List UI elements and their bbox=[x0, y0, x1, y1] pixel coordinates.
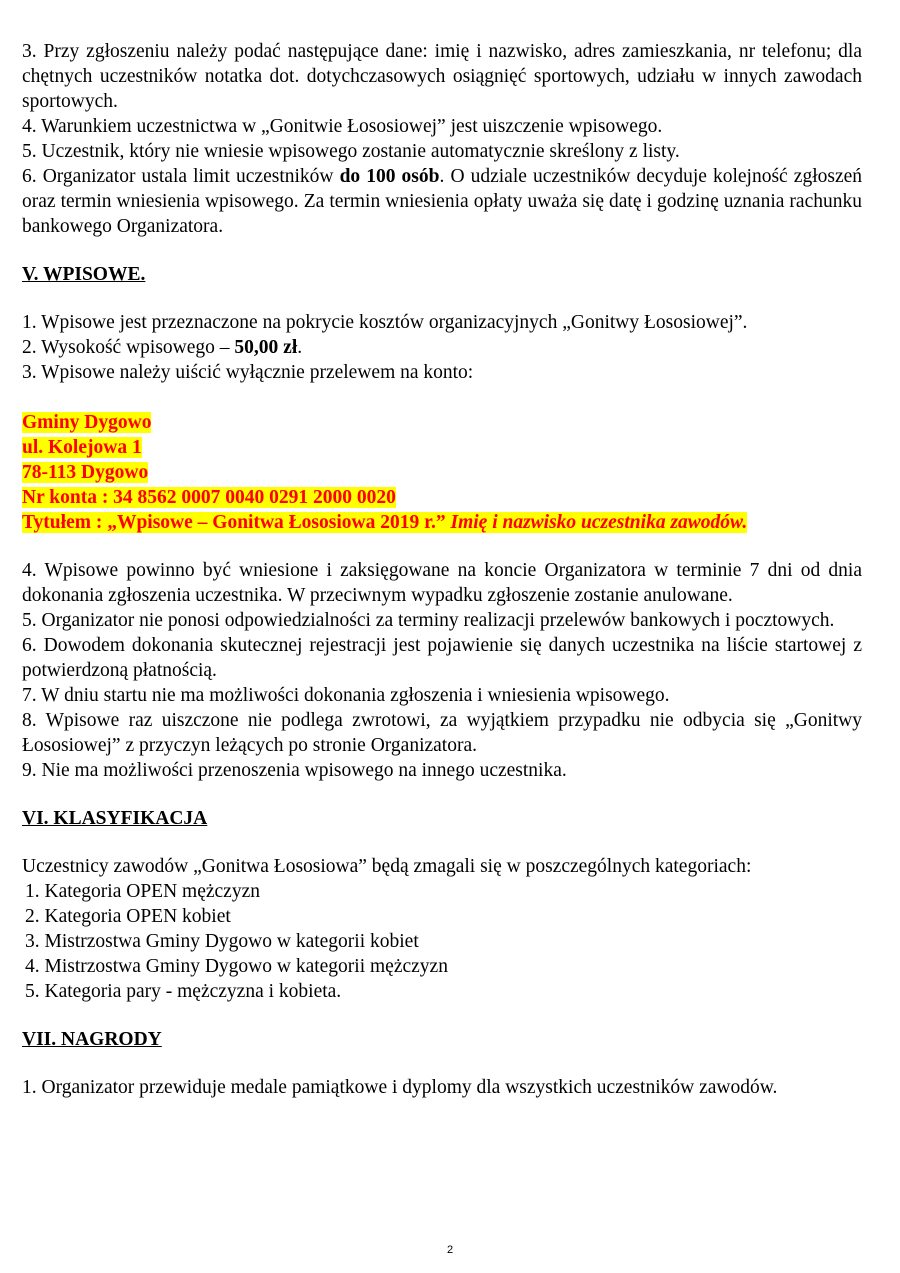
bank-postcode-city: 78-113 Dygowo bbox=[22, 462, 149, 483]
rule-4-6-text-a: 6. Organizator ustala limit uczestników bbox=[22, 166, 340, 187]
rule-5-2-text-a: 2. Wysokość wpisowego – bbox=[22, 337, 235, 358]
rule-4-5: 5. Uczestnik, który nie wniesie wpisowego zostanie automatycznie skreślony z listy. bbox=[22, 141, 680, 162]
rule-5-2-text-b: . bbox=[297, 337, 303, 358]
bank-details bbox=[22, 410, 862, 535]
rule-4-6-text-b: . O udziale uczestników decyduje kolejność zgłoszeń oraz termin wniesienia wpisowego. Za termin wniesienia opłaty uważa się datę i godzinę uznania rachunku bankowego Organizatora. bbox=[22, 166, 863, 237]
page-number: 2 bbox=[446, 1244, 454, 1256]
rule-4-3: 3. Przy zgłoszeniu należy podać następujące dane: imię i nazwisko, adres zamieszkania, nr telefonu; dla chętnych uczestników notatka dot. dotychczasowych osiągnięć sportowych, udziału w innych zawodach sportowych. bbox=[22, 41, 862, 112]
rule-5-4: 4. Wpisowe powinno być wniesione i zaksięgowane na koncie Organizatora w terminie 7 dni od dnia dokonania zgłoszenia uczestnika. W przeciwnym wypadku zgłoszenie zostanie anulowane. bbox=[22, 560, 862, 606]
rule-4-6 bbox=[22, 164, 862, 239]
entry-fee-amount: 50,00 zł bbox=[234, 337, 298, 358]
transfer-title-name: Imię i nazwisko uczestnika zawodów. bbox=[450, 512, 748, 533]
bank-account-number: Nr konta : 34 8562 0007 0040 0291 2000 0020 bbox=[22, 487, 396, 508]
rule-5-2 bbox=[22, 335, 862, 360]
rule-5-7: 7. W dniu startu nie ma możliwości dokonania zgłoszenia i wniesienia wpisowego. bbox=[22, 685, 670, 706]
list-item: 3. Mistrzostwa Gminy Dygowo w kategorii kobiet bbox=[25, 931, 419, 952]
classification-intro: Uczestnicy zawodów „Gonitwa Łososiowa” będą zmagali się w poszczególnych kategoriach: bbox=[22, 856, 752, 877]
participant-limit: do 100 osób bbox=[339, 166, 440, 187]
list-item: 1. Kategoria OPEN mężczyzn bbox=[25, 881, 260, 902]
bank-recipient: Gminy Dygowo bbox=[22, 412, 152, 433]
rule-4-4: 4. Warunkiem uczestnictwa w „Gonitwie Łososiowej” jest uiszczenie wpisowego. bbox=[22, 116, 663, 137]
rule-5-5: 5. Organizator nie ponosi odpowiedzialności za terminy realizacji przelewów bankowych i pocztowych. bbox=[22, 610, 835, 631]
rule-5-6: 6. Dowodem dokonania skutecznej rejestracji jest pojawienie się danych uczestnika na liście startowej z potwierdzoną płatnością. bbox=[22, 635, 862, 681]
list-item: 2. Kategoria OPEN kobiet bbox=[25, 906, 231, 927]
rule-5-3: 3. Wpisowe należy uiścić wyłącznie przelewem na konto: bbox=[22, 362, 474, 383]
bank-street: ul. Kolejowa 1 bbox=[22, 437, 142, 458]
rule-5-8: 8. Wpisowe raz uiszczone nie podlega zwrotowi, za wyjątkiem przypadku nie odbycia się „Gonitwy Łososiowej” z przyczyn leżących po stronie Organizatora. bbox=[22, 710, 862, 756]
page-content bbox=[22, 39, 862, 1100]
section-v-heading: V. WPISOWE. bbox=[22, 264, 146, 285]
transfer-title bbox=[22, 512, 747, 533]
section-vii-heading: VII. NAGRODY bbox=[22, 1029, 162, 1050]
section-vi-heading: VI. KLASYFIKACJA bbox=[22, 808, 208, 829]
list-item: 4. Mistrzostwa Gminy Dygowo w kategorii mężczyzn bbox=[25, 956, 448, 977]
rule-5-9: 9. Nie ma możliwości przenoszenia wpisowego na innego uczestnika. bbox=[22, 760, 567, 781]
list-item: 5. Kategoria pary - mężczyzna i kobieta. bbox=[25, 981, 342, 1002]
category-list bbox=[22, 879, 862, 1004]
rule-7-1: 1. Organizator przewiduje medale pamiątkowe i dyplomy dla wszystkich uczestników zawodów. bbox=[22, 1077, 778, 1098]
transfer-title-main: Tytułem : „Wpisowe – Gonitwa Łososiowa 2019 r.” bbox=[22, 512, 451, 533]
rule-5-1: 1. Wpisowe jest przeznaczone na pokrycie kosztów organizacyjnych „Gonitwy Łososiowej”. bbox=[22, 312, 748, 333]
